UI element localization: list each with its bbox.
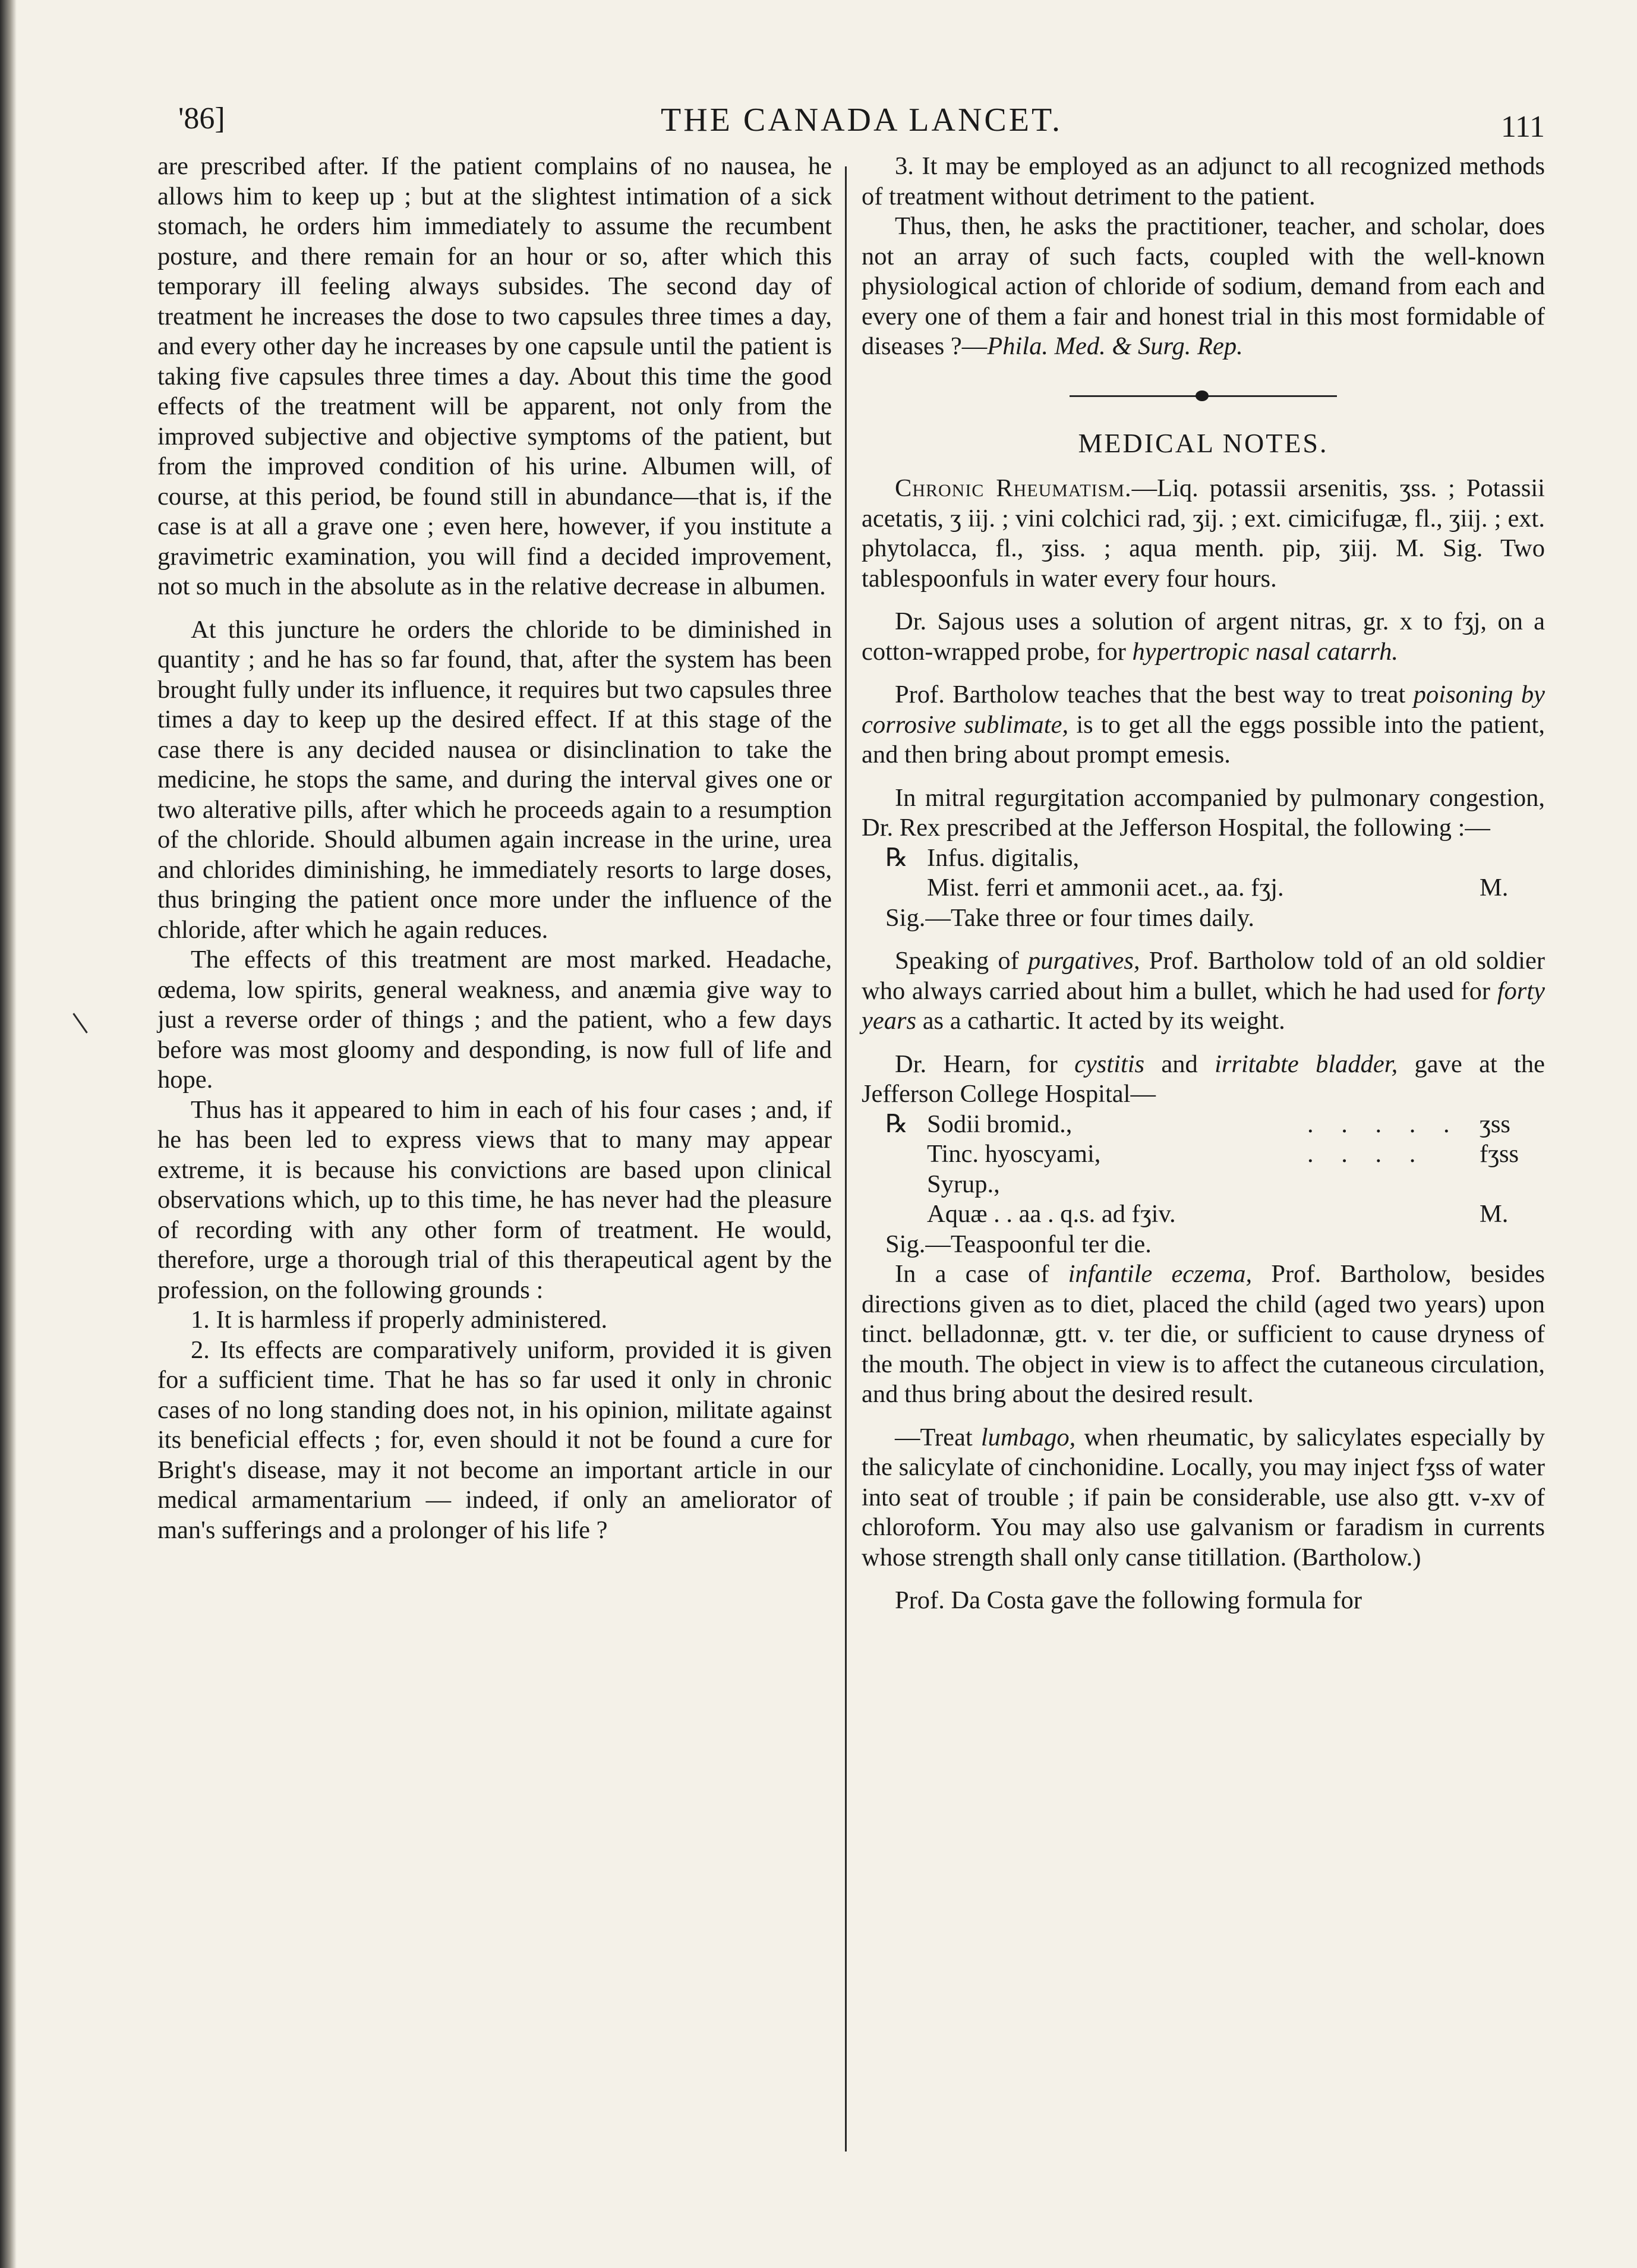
column-divider: [845, 166, 847, 2152]
paragraph-effects: The effects of this treatment are most marked. Headache, œdema, low spirits, general weakness, and anæmia give way to just a reverse order of things ; and the patient, who a few days before was most gloomy and desponding, is now full of life and hope.: [157, 946, 832, 1094]
ground-item-3: 3. It may be employed as an adjunct to all recognized methods of treatment without detriment to the patient.: [862, 152, 1545, 210]
header-year: '86]: [178, 102, 225, 136]
note-eczema: In a case of infantile eczema, Prof. Bartholow, besides directions given as to diet, placed the child (aged two years) upon tinct. belladonnæ, gtt. v. ter die, or sufficient to cause dryness of the mouth. The object in view is to affect the cutaneous circulation, and thus bring about the desired result.: [862, 1260, 1545, 1408]
note-mitral: In mitral regurgitation accompanied by pulmonary congestion, Dr. Rex prescribed at the Jefferson Hospital, the following :—: [862, 783, 1545, 842]
page-number: 111: [1500, 110, 1545, 144]
note-purgatives: Speaking of purgatives, Prof. Bartholow told of an old soldier who always carried about him a bullet, which he had used for forty years as a cathartic. It acted by its weight.: [862, 947, 1545, 1035]
page-edge-shadow: [0, 0, 17, 2268]
journal-title: THE CANADA LANCET.: [660, 102, 1063, 138]
section-title: MEDICAL NOTES.: [1078, 427, 1329, 458]
paragraph-conclusion: Thus, then, he asks the practitioner, teacher, and scholar, does not an array of such facts, coupled with the well-known physiological action of chloride of sodium, demand from each and every one of them a fair and honest trial in this most formidable of diseases ?—Phila. Med. & Surg. Rep.: [862, 212, 1545, 360]
note-sajous: Dr. Sajous uses a solution of argent nitras, gr. x to fʒj, on a cotton-wrapped probe, for hypertropic nasal catarrh.: [862, 607, 1545, 666]
left-column: [157, 152, 832, 1545]
right-column: [862, 152, 1545, 1616]
recipe-symbol: ℞: [885, 843, 909, 872]
running-header: [178, 101, 1545, 155]
ground-item-1: 1. It is harmless if properly administered.: [191, 1306, 608, 1334]
note-bartholow-sublimate: Prof. Bartholow teaches that the best way to treat poisoning by corrosive sublimate, is to get all the eggs possible into the patient, and then bring about prompt emesis.: [862, 681, 1545, 768]
paragraph-four-cases: Thus has it appeared to him in each of his four cases ; and, if he has been led to express views that to many may appear extreme, it is because his convictions are based upon clinical observations which, up to this time, he has never had the pleasure of recording with any other form of treatment. He would, therefore, urge a thorough trial of this therapeutical agent by the profession, on the following grounds :: [157, 1095, 832, 1304]
note-lead: Chronic Rheumatism.: [895, 474, 1132, 502]
source-citation: Phila. Med. & Surg. Rep.: [987, 332, 1243, 360]
prescription-digitalis: ℞ Infus. digitalis, Mist. ferri et ammonii acet., aa. fʒj. M. Sig.—Take three or four times daily.: [862, 843, 1545, 934]
note-lumbago: —Treat lumbago, when rheumatic, by salicylates especially by the salicylate of cinchonidine. Locally, you may inject fʒss of water into seat of trouble ; if pain be considerable, use also gtt. v-xv of chloroform. You may also use galvanism or faradism in currents whose strength shall only canse titillation. (Bartholow.): [862, 1423, 1545, 1571]
note-da-costa: Prof. Da Costa gave the following formula for: [895, 1586, 1362, 1614]
note-chronic-rheumatism: Chronic Rheumatism.—Liq. potassii arsenitis, ʒss. ; Potassii acetatis, ʒ iij. ; vini colchici rad, ʒij. ; ext. cimicifugæ, fl., ʒiij. ; ext. phytolacca, fl., ʒiss. ; aqua menth. pip, ʒiij. M. Sig. Two tablespoonfuls in water every four hours.: [862, 474, 1545, 593]
paragraph-chloride-dose: At this juncture he orders the chloride to be diminished in quantity ; and he has so far found, that, after the system has been brought fully under its influence, it requires but two capsules three times a day to keep up the desired effect. If at this stage of the case there is any decided nausea or disinclination to take the medicine, he stops the same, and during the interval gives one or two alterative pills, after which he proceeds again to a resumption of the chloride. Should albumen again increase in the urine, urea and chlorides diminishing, he immediately resorts to large doses, thus bringing the patient once more under the influence of the chloride, after which he again reduces.: [157, 615, 832, 944]
note-hearn: Dr. Hearn, for cystitis and irritabte bladder, gave at the Jefferson College Hospital—: [862, 1050, 1545, 1108]
section-ornament: [862, 379, 1545, 414]
margin-mark: [72, 1013, 87, 1033]
paragraph-continued: are prescribed after. If the patient complains of no nausea, he allows him to keep up ; but at the slightest intimation of a sick stomach, he orders him immediately to assume the recumbent posture, and there remain for an hour or so, after which this temporary ill feeling always subsides. The second day of treatment he increases the dose to two capsules three times a day, and every other day he increases by one capsule until the patient is taking five capsules three times a day. About this time the good effects of the treatment will be apparent, not only from the improved subjective and objective symptoms of the patient, but from the improved condition of his urine. Albumen will, of course, at this period, be found still in abundance—that is, if the case is at all a grave one ; even here, however, if you institute a gravimetric examination, you will find a decided improvement, not so much in the absolute as in the relative decrease in albumen.: [157, 152, 832, 600]
prescription-bromide: ℞ Sodii bromid., . . . . . ʒss Tinc. hyoscyami, . . . . fʒss Syrup., Aquæ . . aa . q.s. ad fʒiv. M. Sig.—Teaspoonful ter die.: [885, 1110, 1519, 1258]
ground-item-2: 2. Its effects are comparatively uniform, provided it is given for a sufficient time. That he has so far used it only in chronic cases of no long standing does not, in his opinion, militate against its beneficial effects ; for, even should it not be found a cure for Bright's disease, may it not become an important article in our medical armamentarium — indeed, if only an ameliorator of man's sufferings and a prolonger of his life ?: [157, 1335, 832, 1544]
